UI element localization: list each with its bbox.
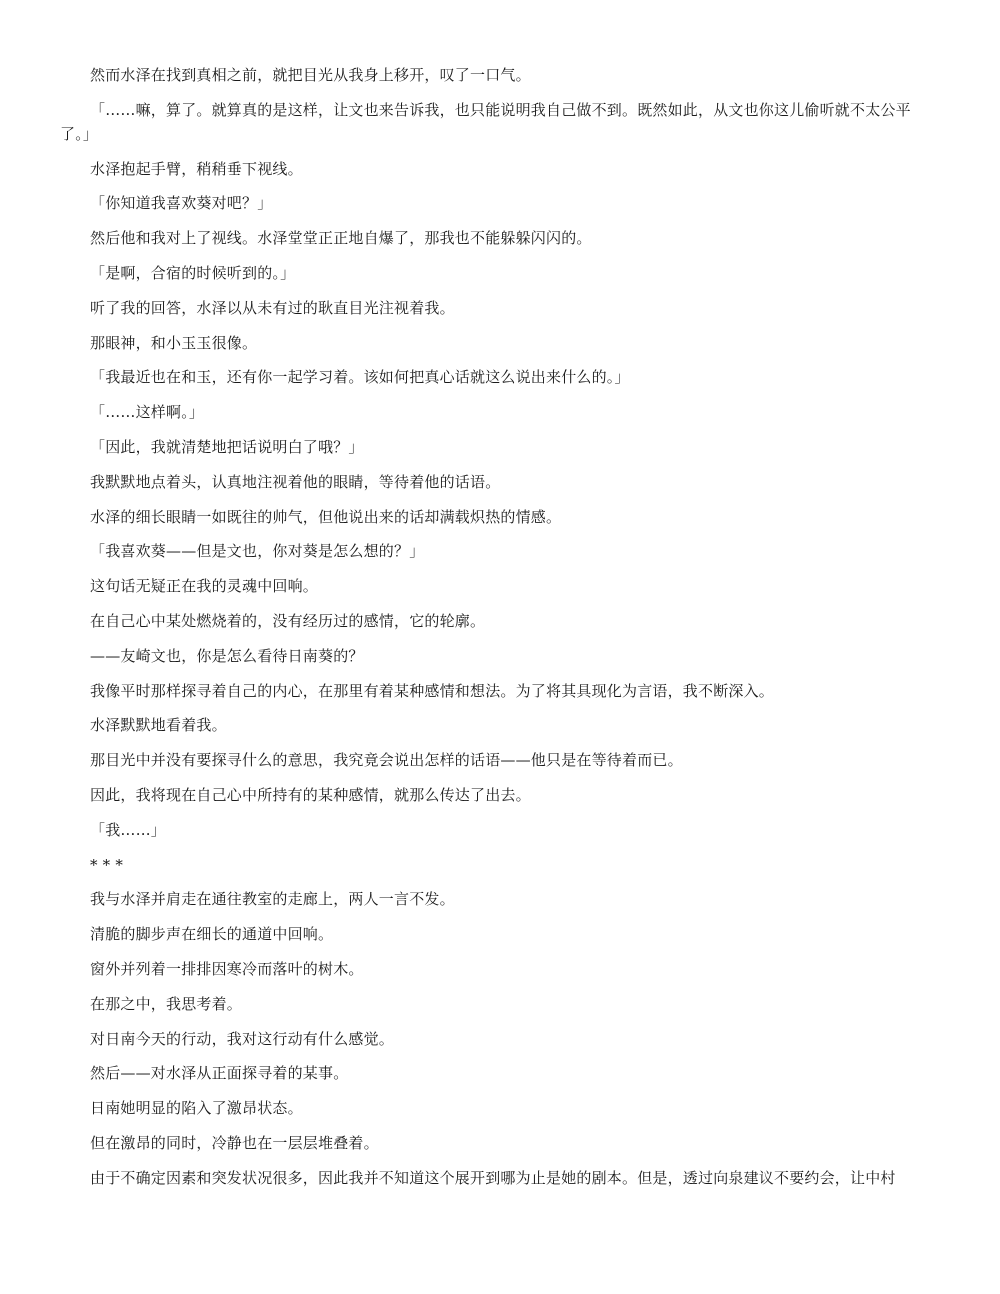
paragraph: 然后——对水泽从正面探寻着的某事。 xyxy=(90,1064,349,1083)
paragraph: 「是啊，合宿的时候听到的。」 xyxy=(90,263,296,282)
paragraph: 清脆的脚步声在细长的通道中回响。 xyxy=(90,925,334,944)
paragraph: 这句话无疑正在我的灵魂中回响。 xyxy=(90,577,319,596)
paragraph: 「我……」 xyxy=(90,820,167,839)
paragraph: 对日南今天的行动，我对这行动有什么感觉。 xyxy=(90,1029,395,1048)
paragraph: 水泽默默地看着我。 xyxy=(90,716,227,735)
paragraph: 「我喜欢葵——但是文也，你对葵是怎么想的？」 xyxy=(90,542,425,561)
paragraph: 「……这样啊。」 xyxy=(90,403,205,422)
paragraph: ——友崎文也，你是怎么看待日南葵的？ xyxy=(90,646,364,665)
paragraph: 「你知道我喜欢葵对吧？」 xyxy=(90,194,273,213)
scene-break: * * * xyxy=(90,855,124,874)
paragraph: 水泽的细长眼睛一如既往的帅气，但他说出来的话却满载炽热的情感。 xyxy=(90,507,562,526)
paragraph: 因此，我将现在自己心中所持有的某种感情，就那么传达了出去。 xyxy=(90,785,531,804)
paragraph: 我与水泽并肩走在通往教室的走廊上，两人一言不发。 xyxy=(90,890,455,909)
paragraph: 「……嘛，算了。就算真的是这样，让文也来告诉我，也只能说明我自己做不到。既然如此，从文也你这儿偷听就不太公平了。」 xyxy=(60,100,911,143)
paragraph: 窗外并列着一排排因寒冷而落叶的树木。 xyxy=(90,959,364,978)
paragraph: 那目光中并没有要探寻什么的意思，我究竟会说出怎样的话语——他只是在等待着而已。 xyxy=(90,751,683,770)
paragraph: 由于不确定因素和突发状况很多，因此我并不知道这个展开到哪为止是她的剧本。但是，透过向泉建议不要约会，让中村 xyxy=(90,1168,896,1187)
paragraph: 在那之中，我思考着。 xyxy=(90,994,243,1013)
paragraph: 那眼神，和小玉玉很像。 xyxy=(90,333,258,352)
paragraph: 但在激昂的同时，冷静也在一层层堆叠着。 xyxy=(90,1133,379,1152)
paragraph: 「我最近也在和玉，还有你一起学习着。该如何把真心话就这么说出来什么的。」 xyxy=(90,368,630,387)
paragraph: 在自己心中某处燃烧着的，没有经历过的感情，它的轮廓。 xyxy=(90,611,486,630)
paragraph: 「因此，我就清楚地把话说明白了哦？」 xyxy=(90,437,364,456)
paragraph: 然而水泽在找到真相之前，就把目光从我身上移开，叹了一口气。 xyxy=(90,66,531,84)
paragraph: 水泽抱起手臂，稍稍垂下视线。 xyxy=(90,159,303,178)
paragraph: 我默默地点着头，认真地注视着他的眼睛，等待着他的话语。 xyxy=(90,472,501,491)
paragraph: 日南她明显的陷入了激昂状态。 xyxy=(90,1099,303,1118)
paragraph: 听了我的回答，水泽以从未有过的耿直目光注视着我。 xyxy=(90,298,455,317)
paragraph: 我像平时那样探寻着自己的内心，在那里有着某种感情和想法。为了将其具现化为言语，我不断深入。 xyxy=(90,681,775,700)
paragraph: 然后他和我对上了视线。水泽堂堂正正地自爆了，那我也不能躲躲闪闪的。 xyxy=(90,229,592,248)
